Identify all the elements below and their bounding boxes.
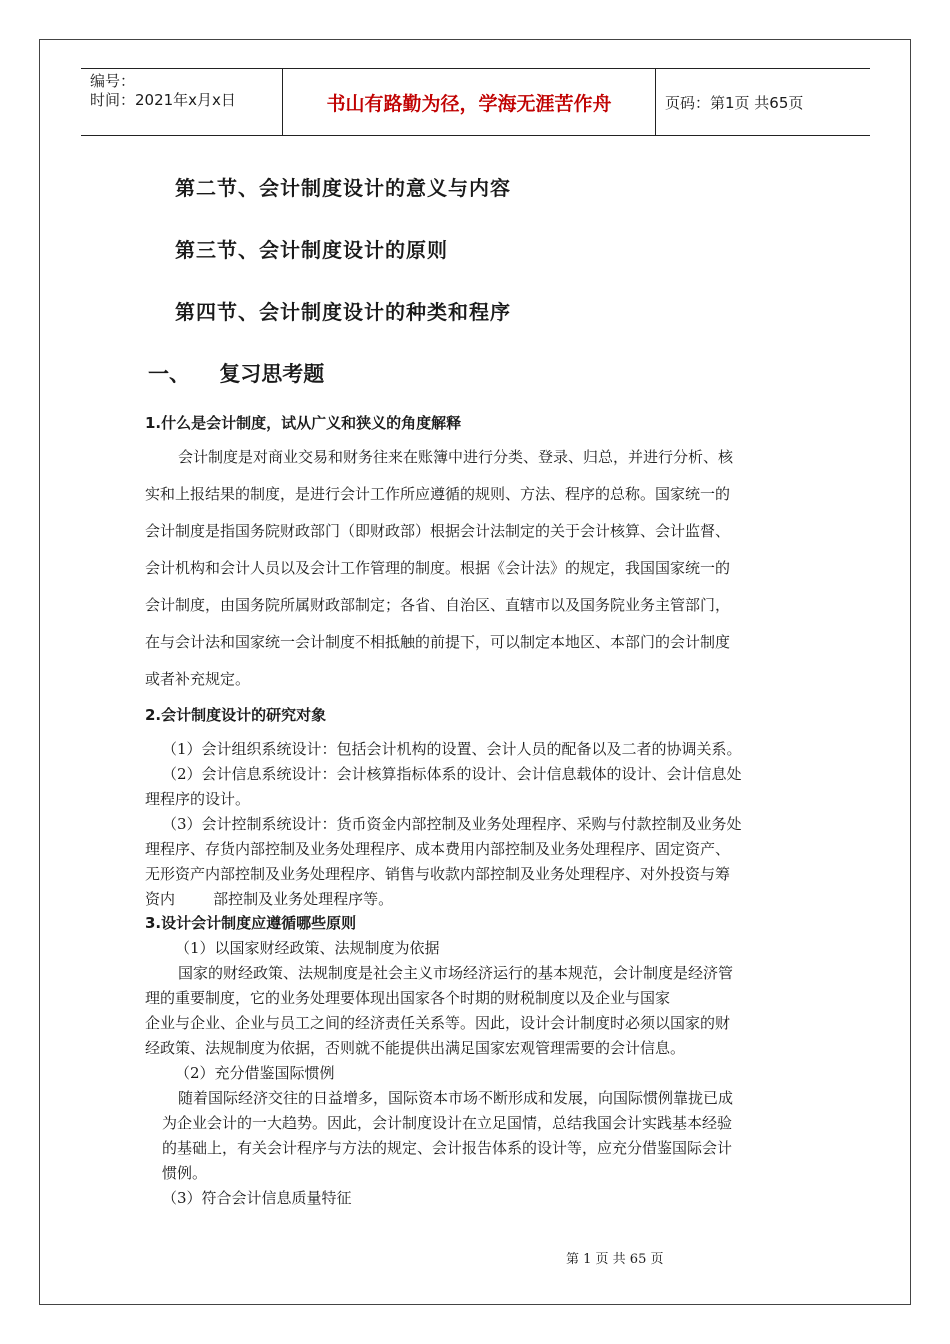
header-motto: 书山有路勤为径，学海无涯苦作舟 [282, 69, 656, 135]
q2-item-line: 理程序的设计。 [145, 790, 251, 808]
q1-paragraph-line: 会计制度是对商业交易和财务往来在账簿中进行分类、登录、归总，并进行分析、核 [178, 448, 734, 466]
q3-subheading: （1）以国家财经政策、法规制度为依据 [175, 939, 440, 957]
q3-paragraph-line: 企业与企业、企业与员工之间的经济责任关系等。因此，设计会计制度时必须以国家的财 [145, 1014, 731, 1032]
chapter-number: 一、 [148, 362, 190, 386]
q2-item-line: （1）会计组织系统设计：包括会计机构的设置、会计人员的配备以及二者的协调关系。 [162, 740, 742, 758]
q3-subheading: （2）充分借鉴国际惯例 [175, 1064, 335, 1082]
header-table [81, 68, 870, 136]
q3-subheading: （3）符合会计信息质量特征 [162, 1189, 352, 1207]
header-page-info: 页码：第1页 共65页 [665, 93, 804, 112]
section-heading-2: 第二节、会计制度设计的意义与内容 [175, 176, 511, 200]
q2-item-line: 资内 部控制及业务处理程序等。 [145, 890, 394, 908]
chapter-heading [148, 358, 324, 388]
q1-paragraph-line: 在与会计法和国家统一会计制度不相抵触的前提下，可以制定本地区、本部门的会计制度 [145, 633, 731, 651]
chapter-title: 复习思考题 [219, 362, 325, 386]
q1-paragraph-line: 会计机构和会计人员以及会计工作管理的制度。根据《会计法》的规定，我国国家统一的 [145, 559, 731, 577]
header-meta-cell [81, 69, 282, 135]
q3-paragraph-line: 的基础上，有关会计程序与方法的规定、会计报告体系的设计等，应充分借鉴国际会计 [162, 1139, 733, 1157]
q2-item-line: （2）会计信息系统设计：会计核算指标体系的设计、会计信息载体的设计、会计信息处 [162, 765, 742, 783]
q1-paragraph-line: 或者补充规定。 [145, 670, 251, 688]
q3-paragraph-line: 国家的财经政策、法规制度是社会主义市场经济运行的基本规范，会计制度是经济管 [178, 964, 734, 982]
question-3-title: 3.设计会计制度应遵循哪些原则 [145, 914, 357, 932]
q3-paragraph-line: 经政策、法规制度为依据，否则就不能提供出满足国家宏观管理需要的会计信息。 [145, 1039, 686, 1057]
question-1-title: 1.什么是会计制度，试从广义和狭义的角度解释 [145, 414, 462, 432]
q2-item-line: 无形资产内部控制及业务处理程序、销售与收款内部控制及业务处理程序、对外投资与筹 [145, 865, 731, 883]
q2-item-line: （3）会计控制系统设计：货币资金内部控制及业务处理程序、采购与付款控制及业务处 [162, 815, 742, 833]
question-2-title: 2.会计制度设计的研究对象 [145, 706, 327, 724]
page-footer: 第 1 页 共 65 页 [566, 1252, 664, 1267]
q3-paragraph-line: 随着国际经济交往的日益增多，国际资本市场不断形成和发展，向国际惯例靠拢已成 [178, 1089, 734, 1107]
q1-paragraph-line: 会计制度，由国务院所属财政部制定；各省、自治区、直辖市以及国务院业务主管部门， [145, 596, 731, 614]
section-heading-3: 第三节、会计制度设计的原则 [175, 238, 448, 262]
section-heading-4: 第四节、会计制度设计的种类和程序 [175, 300, 511, 324]
q3-paragraph-line: 为企业会计的一大趋势。因此，会计制度设计在立足国情，总结我国会计实践基本经验 [162, 1114, 733, 1132]
header-number-label: 编号： [90, 72, 136, 90]
q3-paragraph-line: 惯例。 [162, 1164, 208, 1182]
q1-paragraph-line: 实和上报结果的制度，是进行会计工作所应遵循的规则、方法、程序的总称。国家统一的 [145, 485, 731, 503]
q2-item-line: 理程序、存货内部控制及业务处理程序、成本费用内部控制及业务处理程序、固定资产、 [145, 840, 731, 858]
q3-paragraph-line: 理的重要制度，它的业务处理要体现出国家各个时期的财税制度以及企业与国家 [145, 989, 671, 1007]
q1-paragraph-line: 会计制度是指国务院财政部门（即财政部）根据会计法制定的关于会计核算、会计监督、 [145, 522, 731, 540]
header-time-label: 时间：2021年x月x日 [90, 91, 236, 109]
